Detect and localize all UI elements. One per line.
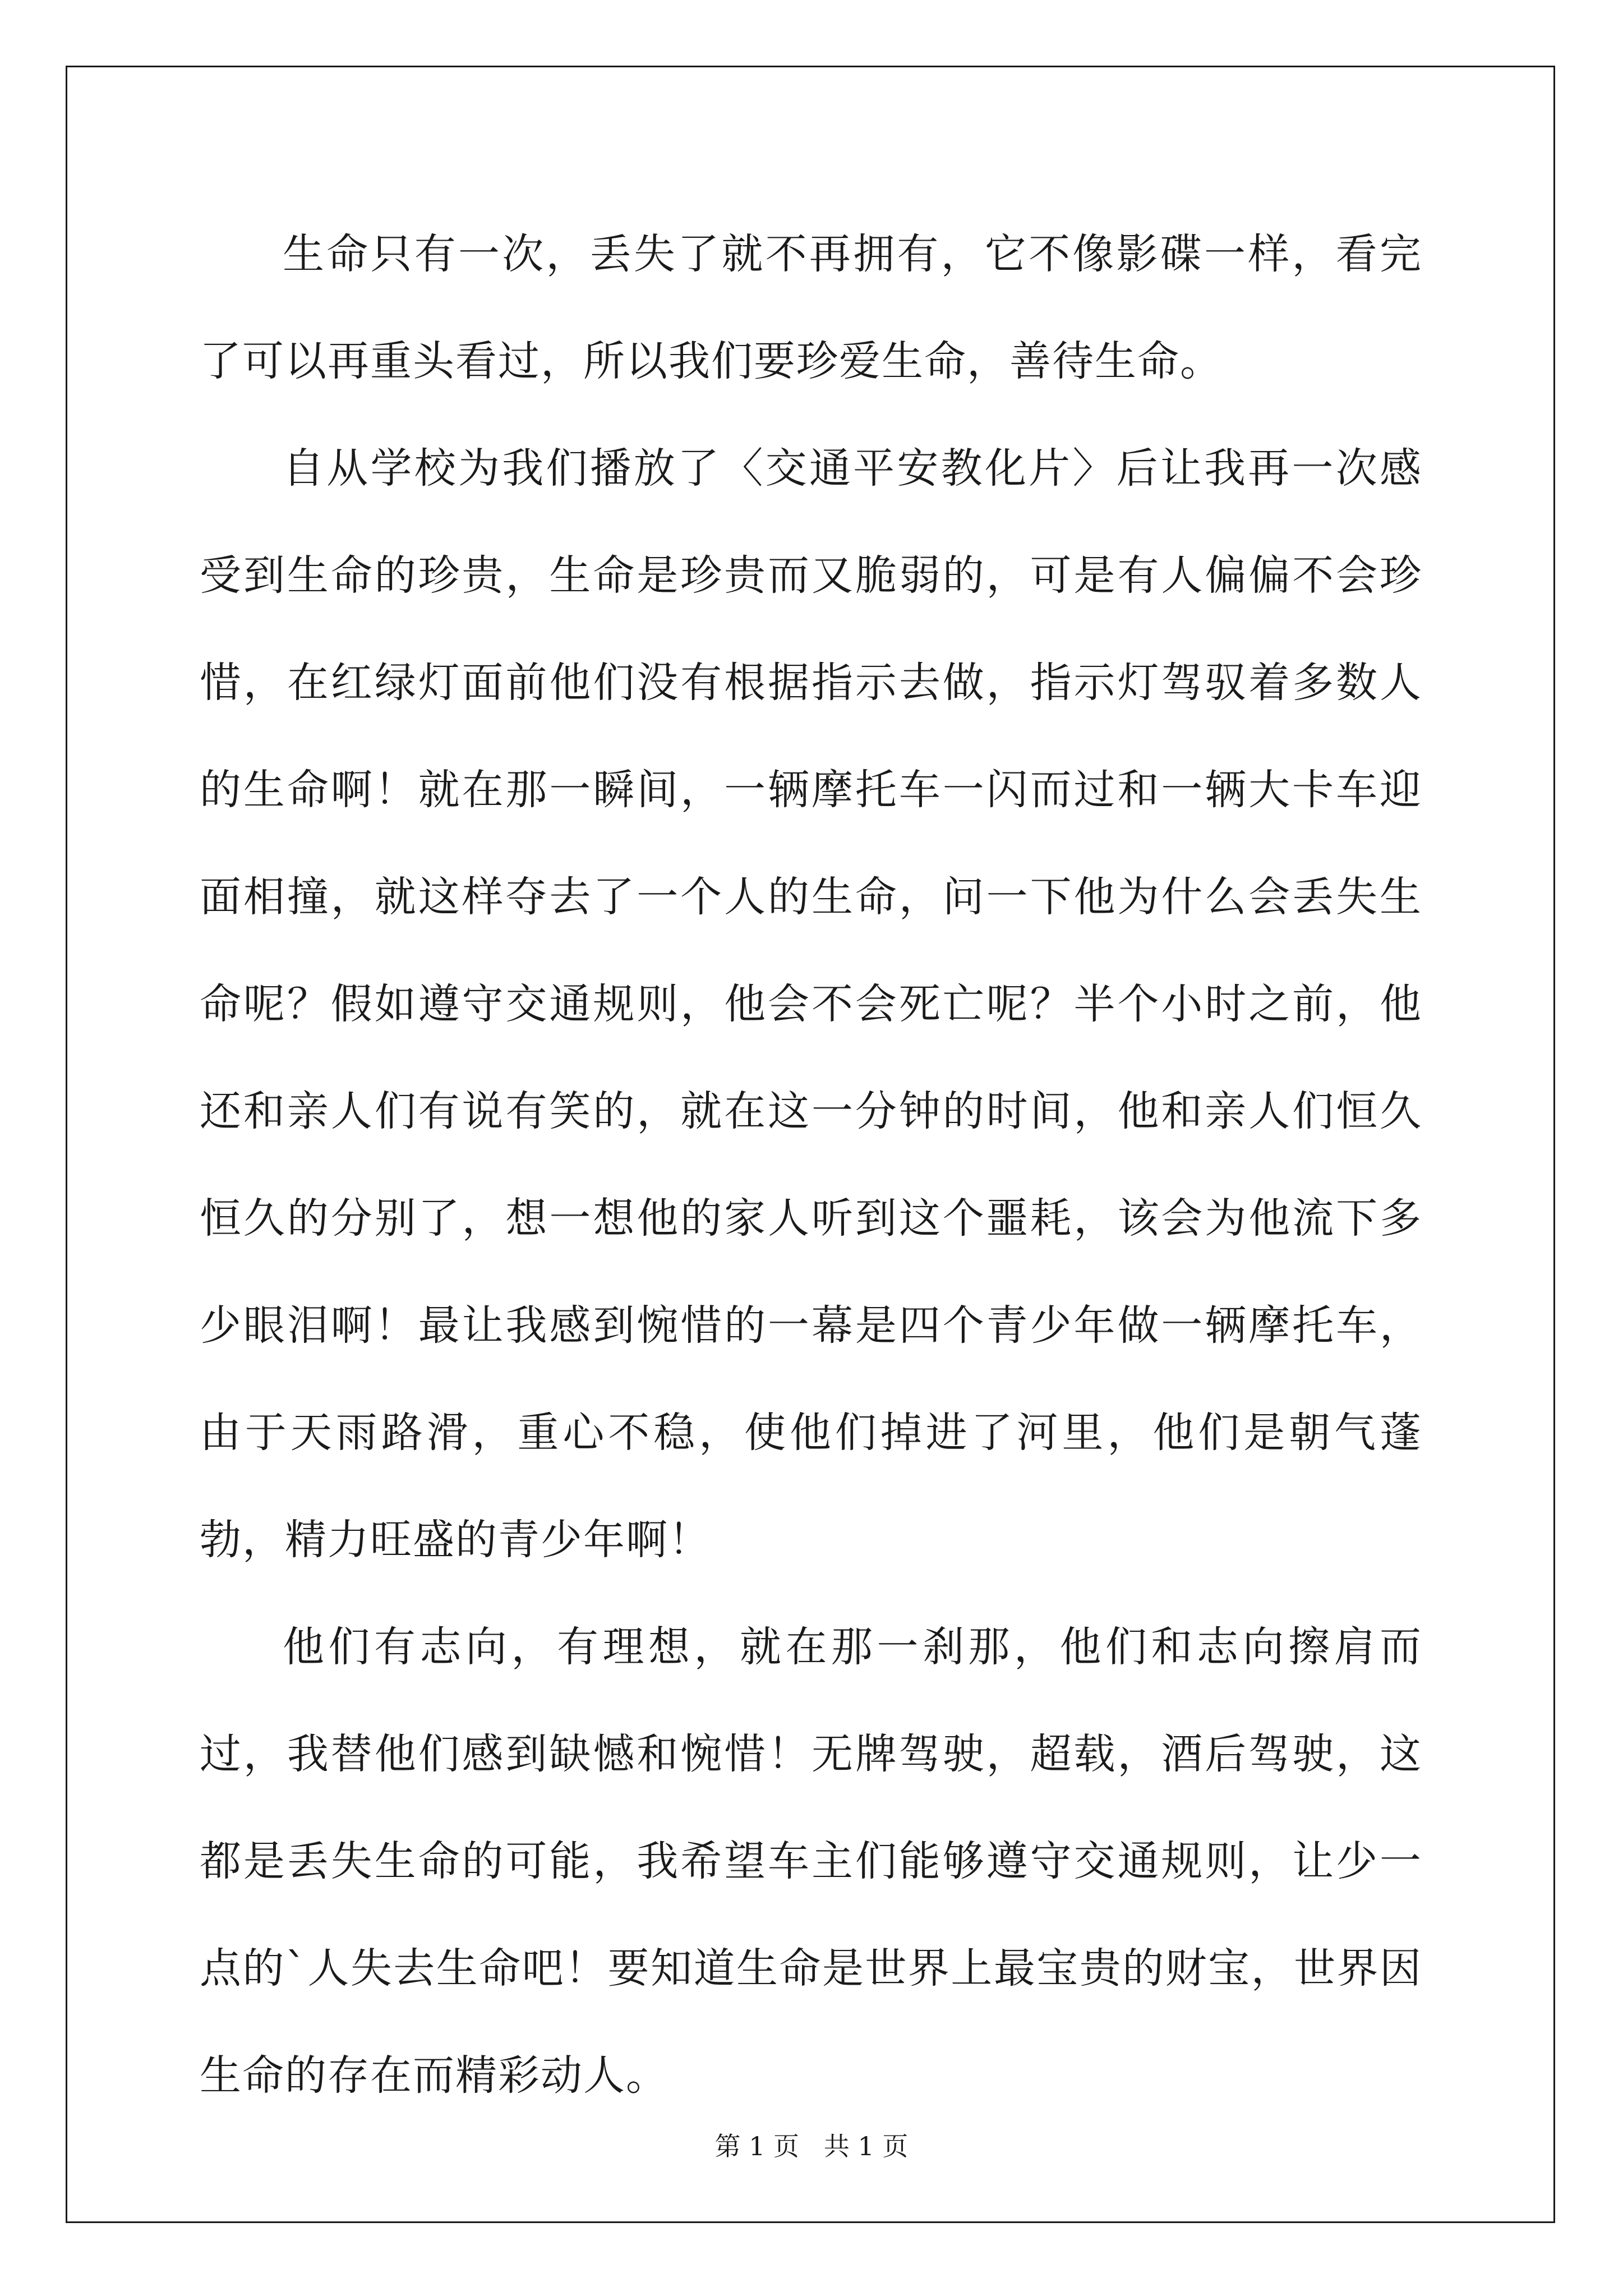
paragraph-3: 他们有志向，有理想，就在那一刹那，他们和志向擦肩而过，我替他们感到缺憾和惋惜！无牌驾驶，超载，酒后驾驶，这都是丢失生命的可能，我希望车主们能够遵守交通规则，让少一点的`人失去生命吧！要知道生命是世界上最宝贵的财宝，世界因生命的存在而精彩动人。 (200, 1623, 1422, 2100)
paragraph-2: 自从学校为我们播放了〈交通平安教化片〉后让我再一次感受到生命的珍贵，生命是珍贵而又脆弱的，可是有人偏偏不会珍惜，在红绿灯面前他们没有根据指示去做，指示灯驾驭着多数人的生命啊！就在那一瞬间，一辆摩托车一闪而过和一辆大卡车迎面相撞，就这样夺去了一个人的生命，问一下他为什么会丢失生命呢？假如遵守交通规则，他会不会死亡呢？半个小时之前，他还和亲人们有说有笑的，就在这一分钟的时间，他和亲人们恒久恒久的分别了，想一想他的家人听到这个噩耗，该会为他流下多少眼泪啊！最让我感到惋惜的一幕是四个青少年做一辆摩托车，由于天雨路滑，重心不稳，使他们掉进了河里，他们是朝气蓬勃，精力旺盛的青少年啊！ (200, 444, 1422, 1564)
paragraph-1: 生命只有一次，丢失了就不再拥有，它不像影碟一样，看完了可以再重头看过，所以我们要珍爱生命，善待生命。 (200, 230, 1422, 385)
document-body (200, 201, 1422, 2129)
page-footer: 第 1 页 共 1 页 (714, 2131, 909, 2161)
